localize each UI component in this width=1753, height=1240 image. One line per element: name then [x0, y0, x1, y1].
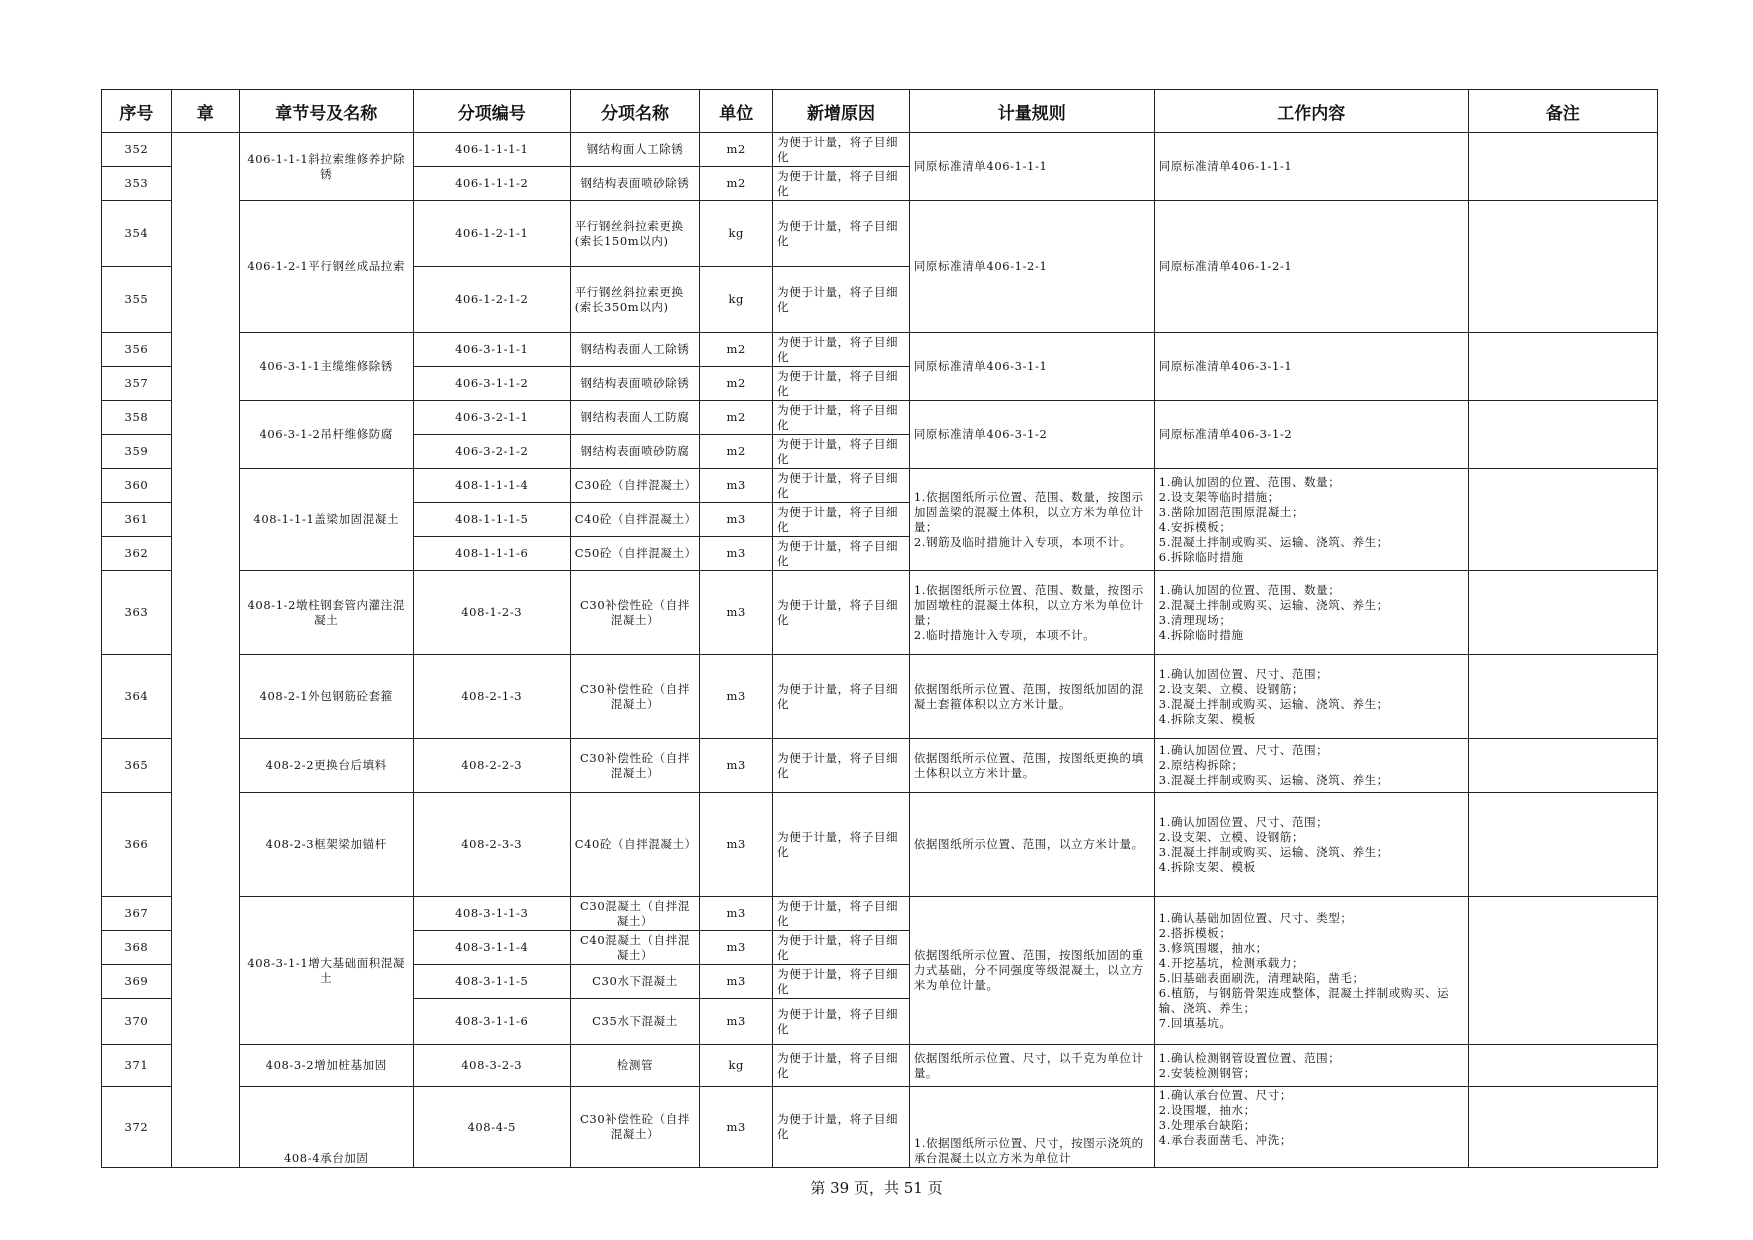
- work-text: 1.确认加固位置、尺寸、范围； 2.原结构拆除； 3.混凝土拌制或购买、运输、浇筑、养生；: [1158, 743, 1389, 787]
- unit-cell: m3: [700, 571, 773, 655]
- item-name-text: C40砼（自拌混凝土）: [574, 512, 697, 526]
- item-name-cell: 平行钢丝斜拉索更换(索长350m以内): [570, 267, 700, 333]
- work-cell: [1154, 571, 1468, 655]
- remark-cell: [1468, 793, 1657, 897]
- seq-cell: 358: [102, 401, 172, 435]
- remark-cell: [1468, 333, 1657, 401]
- rule-cell: 依据图纸所示位置、范围，按图纸更换的填土体积以立方米计量。: [909, 739, 1154, 793]
- work-text: 1.确认承台位置、尺寸； 2.设围堰，抽水； 3.处理承台缺陷； 4.承台表面凿毛、冲洗；: [1158, 1088, 1292, 1147]
- item-code-cell: 408-1-2-3: [413, 571, 570, 655]
- reason-text: 为便于计量，将子目细化: [777, 538, 899, 568]
- item-name-text: 钢结构表面喷砂除锈: [580, 176, 690, 190]
- reason-cell: 为便于计量，将子目细化: [773, 1045, 910, 1087]
- rule-cell: 同原标准清单406-3-1-1: [909, 333, 1154, 401]
- item-name-cell: 平行钢丝斜拉索更换(索长150m以内): [570, 201, 700, 267]
- rule-cell: [909, 469, 1154, 571]
- item-name-cell: [570, 469, 700, 503]
- reason-text: 为便于计量，将子目细化: [777, 504, 899, 534]
- item-name-cell: [570, 367, 700, 401]
- seq-cell: 359: [102, 435, 172, 469]
- reason-cell: 为便于计量，将子目细化: [773, 201, 910, 267]
- reason-text: 为便于计量，将子目细化: [777, 134, 899, 164]
- item-name-text: 钢结构表面喷砂除锈: [580, 376, 690, 390]
- work-cell: [1154, 793, 1468, 897]
- reason-cell: [773, 503, 910, 537]
- work-cell: [1154, 739, 1468, 793]
- section-cell: 408-2-2更换台后填料: [239, 739, 413, 793]
- item-code-cell: 408-1-1-1-5: [413, 503, 570, 537]
- seq-cell: 371: [102, 1045, 172, 1087]
- item-name-cell: [570, 401, 700, 435]
- col-header-chapter: 章: [171, 90, 239, 133]
- reason-cell: 为便于计量，将子目细化: [773, 999, 910, 1045]
- seq-cell: 367: [102, 897, 172, 931]
- unit-cell: m2: [700, 333, 773, 367]
- unit-cell: m2: [700, 401, 773, 435]
- rule-cell: 1.依据图纸所示位置、尺寸，按图示浇筑的承台混凝土以立方米为单位计: [909, 1087, 1154, 1168]
- item-name-cell: [570, 333, 700, 367]
- rule-cell: 依据图纸所示位置、范围，按图纸加固的重力式基础，分不同强度等级混凝土，以立方米为单位计量。: [909, 897, 1154, 1045]
- seq-cell: 360: [102, 469, 172, 503]
- item-code-cell: 408-3-2-3: [413, 1045, 570, 1087]
- section-cell: 408-3-2增加桩基加固: [239, 1045, 413, 1087]
- item-table: [101, 89, 1658, 1168]
- seq-cell: 369: [102, 965, 172, 999]
- seq-cell: 352: [102, 133, 172, 167]
- work-text: 1.确认加固的位置、范围、数量； 2.设支架等临时措施； 3.凿除加固范围原混凝土； 4.安拆模板； 5.混凝土拌制或购买、运输、浇筑、养生； 6.拆除临时措施: [1158, 474, 1389, 564]
- table-row: [102, 897, 1658, 931]
- table-row: [102, 133, 1658, 167]
- item-code-cell: 408-2-1-3: [413, 655, 570, 739]
- work-text: 1.确认加固位置、尺寸、范围； 2.设支架、立模、设钢筋； 3.混凝土拌制或购买、运输、浇筑、养生； 4.拆除支架、模板: [1158, 814, 1389, 874]
- unit-cell: kg: [700, 201, 773, 267]
- reason-text: 为便于计量，将子目细化: [777, 932, 899, 962]
- item-name-text: 钢结构面人工除锈: [586, 142, 684, 156]
- reason-cell: 为便于计量，将子目细化: [773, 793, 910, 897]
- item-code-cell: 408-2-2-3: [413, 739, 570, 793]
- item-code-cell: 408-3-1-1-6: [413, 999, 570, 1045]
- section-cell: 408-3-1-1增大基础面积混凝土: [239, 897, 413, 1045]
- item-name-cell: [570, 503, 700, 537]
- work-cell: [1154, 469, 1468, 571]
- table-sheet: [101, 89, 1658, 1165]
- item-code-cell: 406-1-2-1-2: [413, 267, 570, 333]
- unit-cell: m3: [700, 739, 773, 793]
- work-text: 1.确认加固位置、尺寸、范围； 2.设支架、立模、设钢筋； 3.混凝土拌制或购买、运输、浇筑、养生； 4.拆除支架、模板: [1158, 666, 1389, 726]
- work-cell: 同原标准清单406-3-1-2: [1154, 401, 1468, 469]
- work-text: 1.确认基础加固位置、尺寸、类型； 2.搭拆模板； 3.修筑围堰，抽水； 4.开挖基坑，检测承载力； 5.旧基础表面刷洗，清理缺陷，凿毛； 6.植筋，与钢筋骨架连成整体，混凝土拌制或购买、运输、浇筑、养生； 7.回填基坑。: [1158, 910, 1450, 1030]
- rule-cell: 依据图纸所示位置、尺寸，以千克为单位计量。: [909, 1045, 1154, 1087]
- work-text: 1.确认加固的位置、范围、数量； 2.混凝土拌制或购买、运输、浇筑、养生； 3.清理现场； 4.拆除临时措施: [1158, 582, 1389, 642]
- item-code-cell: 408-2-3-3: [413, 793, 570, 897]
- reason-cell: 为便于计量，将子目细化: [773, 739, 910, 793]
- reason-cell: [773, 401, 910, 435]
- rule-cell: 同原标准清单406-1-1-1: [909, 133, 1154, 201]
- remark-cell: [1468, 571, 1657, 655]
- rule-text: 1.依据图纸所示位置、范围、数量，按图示加固盖梁的混凝土体积，以立方米为单位计量； 2.钢筋及临时措施计入专项，本项不计。: [913, 489, 1144, 549]
- item-code-cell: 408-3-1-1-5: [413, 965, 570, 999]
- work-cell: [1154, 897, 1468, 1045]
- reason-cell: [773, 167, 910, 201]
- col-header-rule: 计量规则: [909, 90, 1154, 133]
- item-code-cell: 406-3-2-1-2: [413, 435, 570, 469]
- work-cell: 同原标准清单406-1-1-1: [1154, 133, 1468, 201]
- work-cell: [1154, 655, 1468, 739]
- reason-cell: 为便于计量，将子目细化: [773, 267, 910, 333]
- item-name-text: 钢结构表面人工防腐: [580, 410, 690, 424]
- item-name-text: C40混凝土（自拌混凝土）: [580, 932, 690, 962]
- seq-cell: 355: [102, 267, 172, 333]
- item-code-cell: 406-3-2-1-1: [413, 401, 570, 435]
- unit-cell: m2: [700, 167, 773, 201]
- table-row: [102, 655, 1658, 739]
- item-code-cell: 406-1-1-1-1: [413, 133, 570, 167]
- unit-cell: m3: [700, 999, 773, 1045]
- item-name-cell: [570, 931, 700, 965]
- col-header-unit: 单位: [700, 90, 773, 133]
- item-code-cell: 408-3-1-1-4: [413, 931, 570, 965]
- col-header-section: 章节号及名称: [239, 90, 413, 133]
- item-code-cell: 406-1-1-1-2: [413, 167, 570, 201]
- work-text: 1.确认检测钢管设置位置、范围； 2.安装检测钢管；: [1158, 1050, 1341, 1080]
- item-name-cell: [570, 897, 700, 931]
- reason-cell: [773, 537, 910, 571]
- item-name-cell: C35水下混凝土: [570, 999, 700, 1045]
- unit-cell: m3: [700, 793, 773, 897]
- remark-cell: [1468, 655, 1657, 739]
- section-cell: 408-1-1-1盖梁加固混凝土: [239, 469, 413, 571]
- item-name-cell: 检测管: [570, 1045, 700, 1087]
- reason-cell: [773, 133, 910, 167]
- item-code-cell: 406-1-2-1-1: [413, 201, 570, 267]
- table-row: [102, 1045, 1658, 1087]
- reason-text: 为便于计量，将子目细化: [777, 168, 899, 198]
- reason-text: 为便于计量，将子目细化: [777, 402, 899, 432]
- item-name-text: 钢结构表面喷砂防腐: [580, 444, 690, 458]
- table-row: [102, 201, 1658, 267]
- remark-cell: [1468, 133, 1657, 201]
- seq-cell: 363: [102, 571, 172, 655]
- section-cell: 406-1-2-1平行钢丝成品拉索: [239, 201, 413, 333]
- remark-cell: [1468, 1087, 1657, 1168]
- reason-text: 为便于计量，将子目细化: [777, 898, 899, 928]
- item-name-cell: [570, 435, 700, 469]
- unit-cell: m2: [700, 367, 773, 401]
- reason-cell: [773, 965, 910, 999]
- item-name-cell: C40砼（自拌混凝土）: [570, 793, 700, 897]
- col-header-seq: 序号: [102, 90, 172, 133]
- item-name-text: C30砼（自拌混凝土）: [574, 478, 697, 492]
- unit-cell: m3: [700, 537, 773, 571]
- item-name-cell: C30补偿性砼（自拌混凝土）: [570, 739, 700, 793]
- reason-cell: [773, 367, 910, 401]
- col-header-item-code: 分项编号: [413, 90, 570, 133]
- reason-text: 为便于计量，将子目细化: [777, 368, 899, 398]
- table-row: [102, 571, 1658, 655]
- item-name-text: 钢结构表面人工除锈: [580, 342, 690, 356]
- header-row: [102, 90, 1658, 133]
- seq-cell: 357: [102, 367, 172, 401]
- col-header-item-name: 分项名称: [570, 90, 700, 133]
- reason-cell: [773, 897, 910, 931]
- reason-cell: 为便于计量，将子目细化: [773, 1087, 910, 1168]
- rule-cell: [909, 571, 1154, 655]
- seq-cell: 370: [102, 999, 172, 1045]
- unit-cell: m3: [700, 1087, 773, 1168]
- work-cell: 同原标准清单406-1-2-1: [1154, 201, 1468, 333]
- rule-text: 1.依据图纸所示位置、范围、数量，按图示加固墩柱的混凝土体积，以立方米为单位计量； 2.临时措施计入专项，本项不计。: [913, 582, 1144, 642]
- reason-cell: [773, 931, 910, 965]
- item-name-cell: [570, 167, 700, 201]
- chapter-cell: [171, 133, 239, 1168]
- section-cell: 408-2-3框架梁加锚杆: [239, 793, 413, 897]
- item-code-cell: 408-1-1-1-6: [413, 537, 570, 571]
- seq-cell: 356: [102, 333, 172, 367]
- section-cell: 406-3-1-1主缆维修除锈: [239, 333, 413, 401]
- item-name-cell: C30补偿性砼（自拌混凝土）: [570, 655, 700, 739]
- table-row: [102, 1087, 1658, 1168]
- unit-cell: m3: [700, 469, 773, 503]
- item-code-cell: 406-3-1-1-2: [413, 367, 570, 401]
- col-header-remark: 备注: [1468, 90, 1657, 133]
- unit-cell: m2: [700, 133, 773, 167]
- unit-cell: m2: [700, 435, 773, 469]
- reason-text: 为便于计量，将子目细化: [777, 334, 899, 364]
- section-cell: 408-2-1外包钢筋砼套箍: [239, 655, 413, 739]
- rule-cell: 同原标准清单406-3-1-2: [909, 401, 1154, 469]
- seq-cell: 372: [102, 1087, 172, 1168]
- work-cell: [1154, 1087, 1468, 1168]
- table-row: [102, 469, 1658, 503]
- remark-cell: [1468, 469, 1657, 571]
- seq-cell: 362: [102, 537, 172, 571]
- seq-cell: 365: [102, 739, 172, 793]
- remark-cell: [1468, 401, 1657, 469]
- table-row: [102, 333, 1658, 367]
- work-cell: [1154, 1045, 1468, 1087]
- rule-cell: 同原标准清单406-1-2-1: [909, 201, 1154, 333]
- reason-text: 为便于计量，将子目细化: [777, 436, 899, 466]
- item-code-cell: 408-1-1-1-4: [413, 469, 570, 503]
- section-cell: 406-3-1-2吊杆维修防腐: [239, 401, 413, 469]
- col-header-work: 工作内容: [1154, 90, 1468, 133]
- item-code-cell: 406-3-1-1-1: [413, 333, 570, 367]
- remark-cell: [1468, 201, 1657, 333]
- reason-cell: 为便于计量，将子目细化: [773, 571, 910, 655]
- table-row: [102, 793, 1658, 897]
- section-cell: 408-1-2墩柱钢套管内灌注混凝土: [239, 571, 413, 655]
- section-cell: 406-1-1-1斜拉索维修养护除锈: [239, 133, 413, 201]
- item-name-text: C30混凝土（自拌混凝土）: [580, 898, 690, 928]
- unit-cell: kg: [700, 267, 773, 333]
- reason-cell: 为便于计量，将子目细化: [773, 655, 910, 739]
- reason-cell: [773, 333, 910, 367]
- unit-cell: m3: [700, 503, 773, 537]
- seq-cell: 361: [102, 503, 172, 537]
- page-number: 第 39 页，共 51 页: [810, 1179, 943, 1197]
- item-code-cell: 408-4-5: [413, 1087, 570, 1168]
- seq-cell: 366: [102, 793, 172, 897]
- item-name-cell: C30水下混凝土: [570, 965, 700, 999]
- remark-cell: [1468, 739, 1657, 793]
- work-cell: 同原标准清单406-3-1-1: [1154, 333, 1468, 401]
- seq-cell: 364: [102, 655, 172, 739]
- seq-cell: 354: [102, 201, 172, 267]
- rule-cell: 依据图纸所示位置、范围，以立方米计量。: [909, 793, 1154, 897]
- rule-cell: 依据图纸所示位置、范围，按图纸加固的混凝土套箍体积以立方米计量。: [909, 655, 1154, 739]
- col-header-reason: 新增原因: [773, 90, 910, 133]
- seq-cell: 353: [102, 167, 172, 201]
- remark-cell: [1468, 897, 1657, 1045]
- item-name-text: C50砼（自拌混凝土）: [574, 546, 697, 560]
- unit-cell: kg: [700, 1045, 773, 1087]
- seq-cell: 368: [102, 931, 172, 965]
- unit-cell: m3: [700, 931, 773, 965]
- unit-cell: m3: [700, 965, 773, 999]
- item-name-cell: [570, 537, 700, 571]
- item-name-cell: [570, 133, 700, 167]
- section-cell: 408-4承台加固: [239, 1087, 413, 1168]
- reason-cell: [773, 435, 910, 469]
- item-name-cell: C30补偿性砼（自拌混凝土）: [570, 1087, 700, 1168]
- unit-cell: m3: [700, 655, 773, 739]
- reason-cell: [773, 469, 910, 503]
- item-code-cell: 408-3-1-1-3: [413, 897, 570, 931]
- reason-text: 为便于计量，将子目细化: [777, 966, 899, 996]
- unit-cell: m3: [700, 897, 773, 931]
- table-row: [102, 739, 1658, 793]
- item-name-cell: C30补偿性砼（自拌混凝土）: [570, 571, 700, 655]
- remark-cell: [1468, 1045, 1657, 1087]
- table-row: [102, 401, 1658, 435]
- reason-text: 为便于计量，将子目细化: [777, 470, 899, 500]
